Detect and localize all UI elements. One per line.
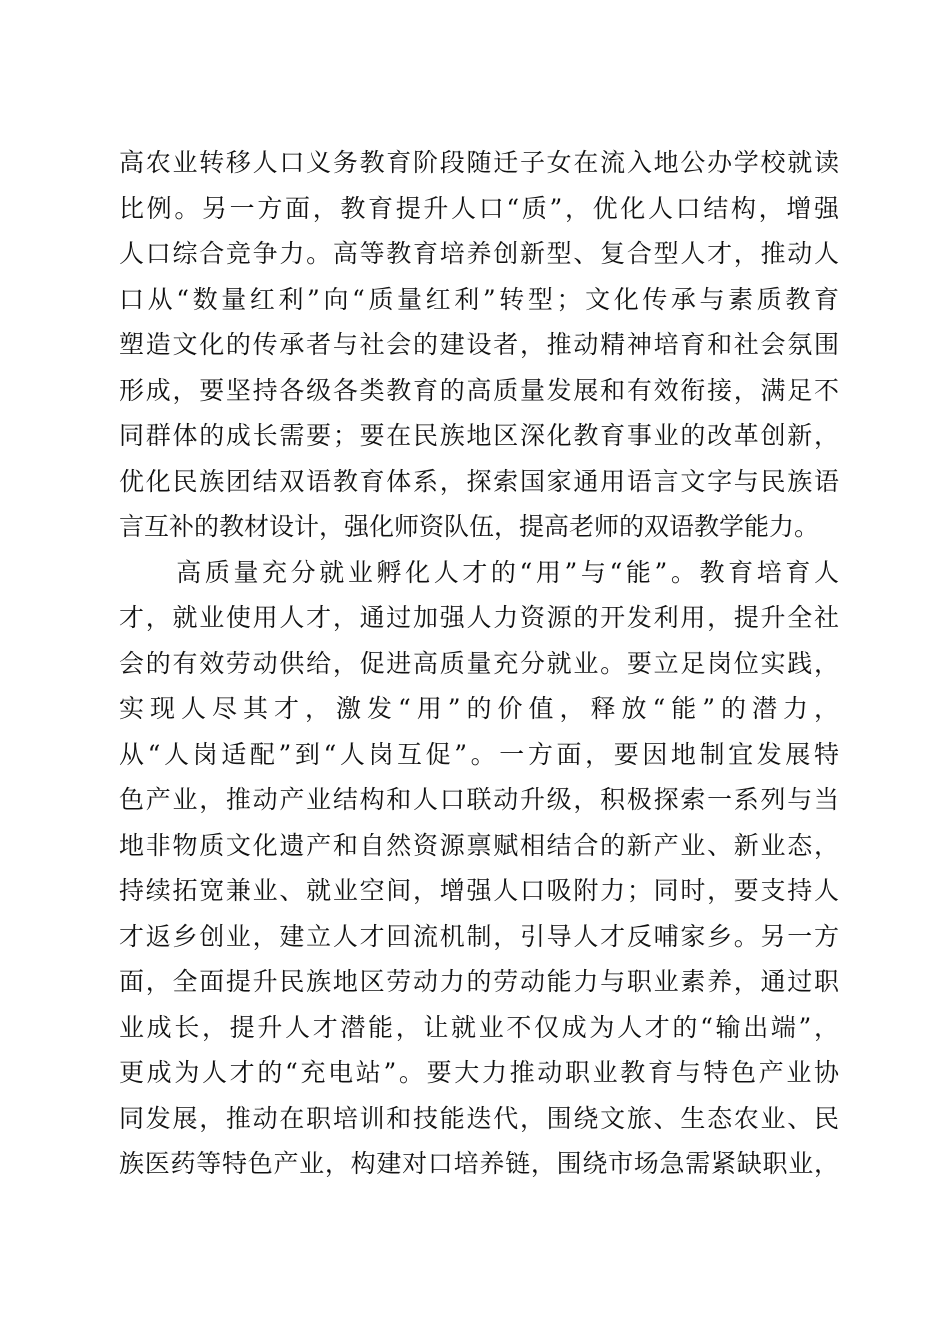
paragraph-line: 色产业，推动产业结构和人口联动升级，积极探索一系列与当 [119, 785, 839, 814]
paragraph-line: 业成长，提升人才潜能，让就业不仅成为人才的“输出端”， [119, 1012, 839, 1042]
paragraph-2 [119, 550, 839, 1187]
paragraph-line: 口从“数量红利”向“质量红利”转型；文化传承与素质教育 [119, 284, 839, 314]
paragraph-line: 从“人岗适配”到“人岗互促”。一方面，要因地制宜发展特 [119, 739, 839, 769]
paragraph-line: 优化民族团结双语教育体系，探索国家通用语言文字与民族语 [119, 466, 839, 496]
paragraph-line: 更成为人才的“充电站”。要大力推动职业教育与特色产业协 [119, 1058, 839, 1087]
paragraph-line: 族医药等特色产业，构建对口培养链，围绕市场急需紧缺职业， [119, 1149, 839, 1178]
paragraph-1 [119, 140, 839, 550]
body-text [119, 140, 839, 1187]
paragraph-line: 人口综合竞争力。高等教育培养创新型、复合型人才，推动人 [119, 239, 839, 268]
paragraph-line: 同群体的成长需要；要在民族地区深化教育事业的改革创新， [119, 421, 839, 450]
paragraph-line: 持续拓宽兼业、就业空间，增强人口吸附力；同时，要支持人 [119, 876, 839, 905]
paragraph-line: 才，就业使用人才，通过加强人力资源的开发利用，提升全社 [119, 603, 839, 632]
paragraph-line: 高农业转移人口义务教育阶段随迁子女在流入地公办学校就读 [119, 148, 839, 177]
paragraph-line: 形成，要坚持各级各类教育的高质量发展和有效衔接，满足不 [119, 375, 839, 405]
paragraph-line: 实现人尽其才，激发“用”的价值，释放“能”的潜力， [119, 694, 839, 723]
paragraph-line: 才返乡创业，建立人才回流机制，引导人才反哺家乡。另一方 [119, 921, 839, 951]
paragraph-line: 同发展，推动在职培训和技能迭代，围绕文旅、生态农业、民 [119, 1103, 839, 1133]
paragraph-line: 言互补的教材设计，强化师资队伍，提高老师的双语教学能力。 [119, 512, 820, 541]
paragraph-line: 面，全面提升民族地区劳动力的劳动能力与职业素养，通过职 [119, 967, 839, 996]
paragraph-line: 地非物质文化遗产和自然资源禀赋相结合的新产业、新业态， [119, 830, 839, 860]
paragraph-line: 会的有效劳动供给，促进高质量充分就业。要立足岗位实践， [119, 648, 839, 678]
paragraph-line: 高质量充分就业孵化人才的“用”与“能”。教育培育人 [119, 557, 839, 587]
paragraph-line: 塑造文化的传承者与社会的建设者，推动精神培育和社会氛围 [119, 330, 839, 359]
paragraph-line: 比例。另一方面，教育提升人口“质”，优化人口结构，增强 [119, 193, 839, 223]
